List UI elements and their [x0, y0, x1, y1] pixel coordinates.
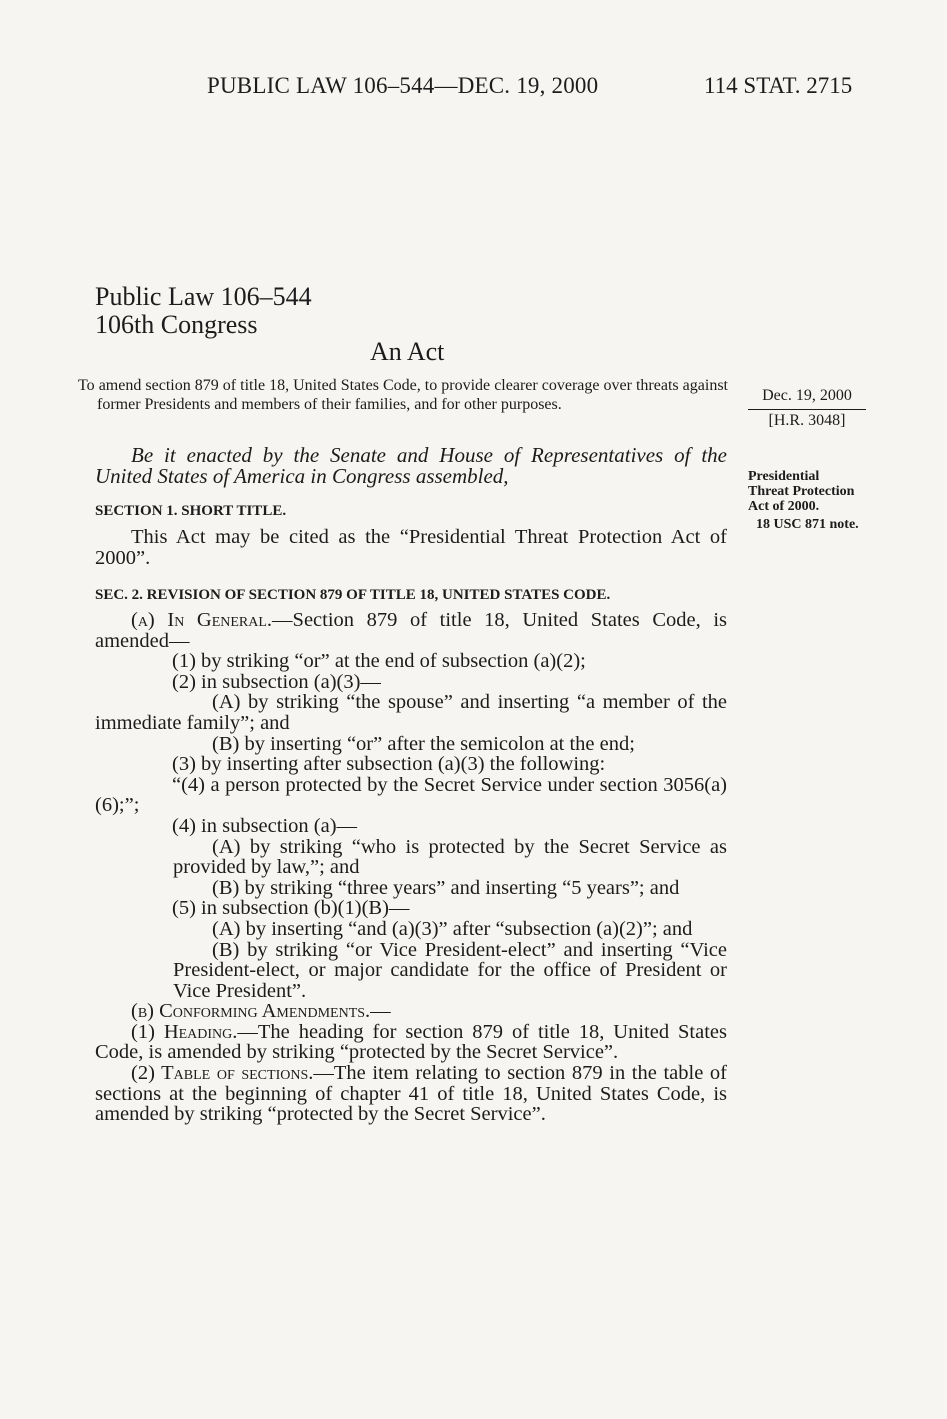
congress-number: 106th Congress	[95, 310, 258, 339]
margin-bill-number: [H.R. 3048]	[768, 412, 846, 429]
section-1-text: This Act may be cited as the “Presidential Threat Protection Act of 2000”.	[95, 526, 727, 569]
section-1-heading: SECTION 1. SHORT TITLE.	[95, 503, 287, 519]
purpose-text: To amend section 879 of title 18, United States Code, to provide clearer coverage over threats against former Presidents and members of their families, and for other purposes.	[78, 377, 728, 413]
running-header-page: 114 STAT. 2715	[704, 73, 853, 98]
subsection-b1-text: —The heading for section 879 of title 18, United States Code, is amended by striking “protected by the Secret Service”.	[95, 1020, 727, 1064]
subsection-b2-text: —The item relating to section 879 in the table of sections at the beginning of chapter 41 of title 18, United States Code, is amended by striking “protected by the Secret Service”.	[95, 1062, 727, 1126]
subsection-b-dash: —	[370, 1000, 391, 1023]
section-2-heading: SEC. 2. REVISION OF SECTION 879 OF TITLE 18, UNITED STATES CODE.	[95, 587, 611, 603]
paragraph-1: (1) by striking “or” at the end of subsection (a)(2);	[172, 650, 586, 673]
subsection-b-label: (b) Conforming Amendments.	[131, 1000, 371, 1023]
subparagraph-5B: (B) by striking “or Vice President-elect” and inserting “Vice President-elect, or major candidate for the office of President or Vice President”.	[173, 938, 727, 1002]
subsection-b1-label: (1) Heading.	[131, 1020, 238, 1043]
enacting-clause: Be it enacted by the Senate and House of Representatives of the United States of America in Congress assembled,	[95, 443, 727, 488]
subsection-a-text: —Section 879 of title 18, United States Code, is amended—	[95, 609, 727, 652]
inserted-text-quote: “(4) a person protected by the Secret Service under section 3056(a)(6);”;	[95, 773, 727, 817]
subsection-a	[95, 610, 727, 651]
subsection-b2-label: (2) Table of sections.	[131, 1062, 314, 1085]
running-header-citation: PUBLIC LAW 106–544—DEC. 19, 2000	[207, 73, 599, 98]
margin-note-line: Presidential	[748, 469, 820, 484]
subparagraph-4A: (A) by striking “who is protected by the Secret Service as provided by law,”; and	[173, 835, 727, 879]
subsection-a-label: (a) In General.	[131, 609, 273, 631]
act-heading: An Act	[370, 337, 445, 366]
subparagraph-4B: (B) by striking “three years” and inserting “5 years”; and	[212, 876, 680, 899]
subsection-b	[95, 1001, 727, 1022]
subparagraph-2A: (A) by striking “the spouse” and inserting “a member of the immediate family”; and	[95, 691, 727, 734]
paragraph-2: (2) in subsection (a)(3)—	[172, 670, 381, 693]
section-2-body	[95, 610, 727, 1125]
subparagraph-2B: (B) by inserting “or” after the semicolon at the end;	[212, 732, 635, 755]
margin-usc-note: 18 USC 871 note.	[756, 517, 859, 532]
margin-short-title-note	[748, 469, 898, 514]
margin-note-line: Act of 2000.	[748, 499, 820, 514]
subparagraph-5A: (A) by inserting “and (a)(3)” after “subsection (a)(2)”; and	[212, 917, 693, 940]
paragraph-5: (5) in subsection (b)(1)(B)—	[172, 897, 410, 920]
paragraph-3: (3) by inserting after subsection (a)(3) the following:	[172, 753, 606, 776]
law-number: Public Law 106–544	[95, 282, 312, 311]
margin-date: Dec. 19, 2000	[748, 387, 866, 410]
subsection-b1	[95, 1022, 727, 1063]
paragraph-4: (4) in subsection (a)—	[172, 814, 358, 837]
purpose-clause	[78, 376, 728, 414]
subsection-b2	[95, 1063, 727, 1125]
margin-note-line: Threat Protection	[748, 484, 855, 499]
